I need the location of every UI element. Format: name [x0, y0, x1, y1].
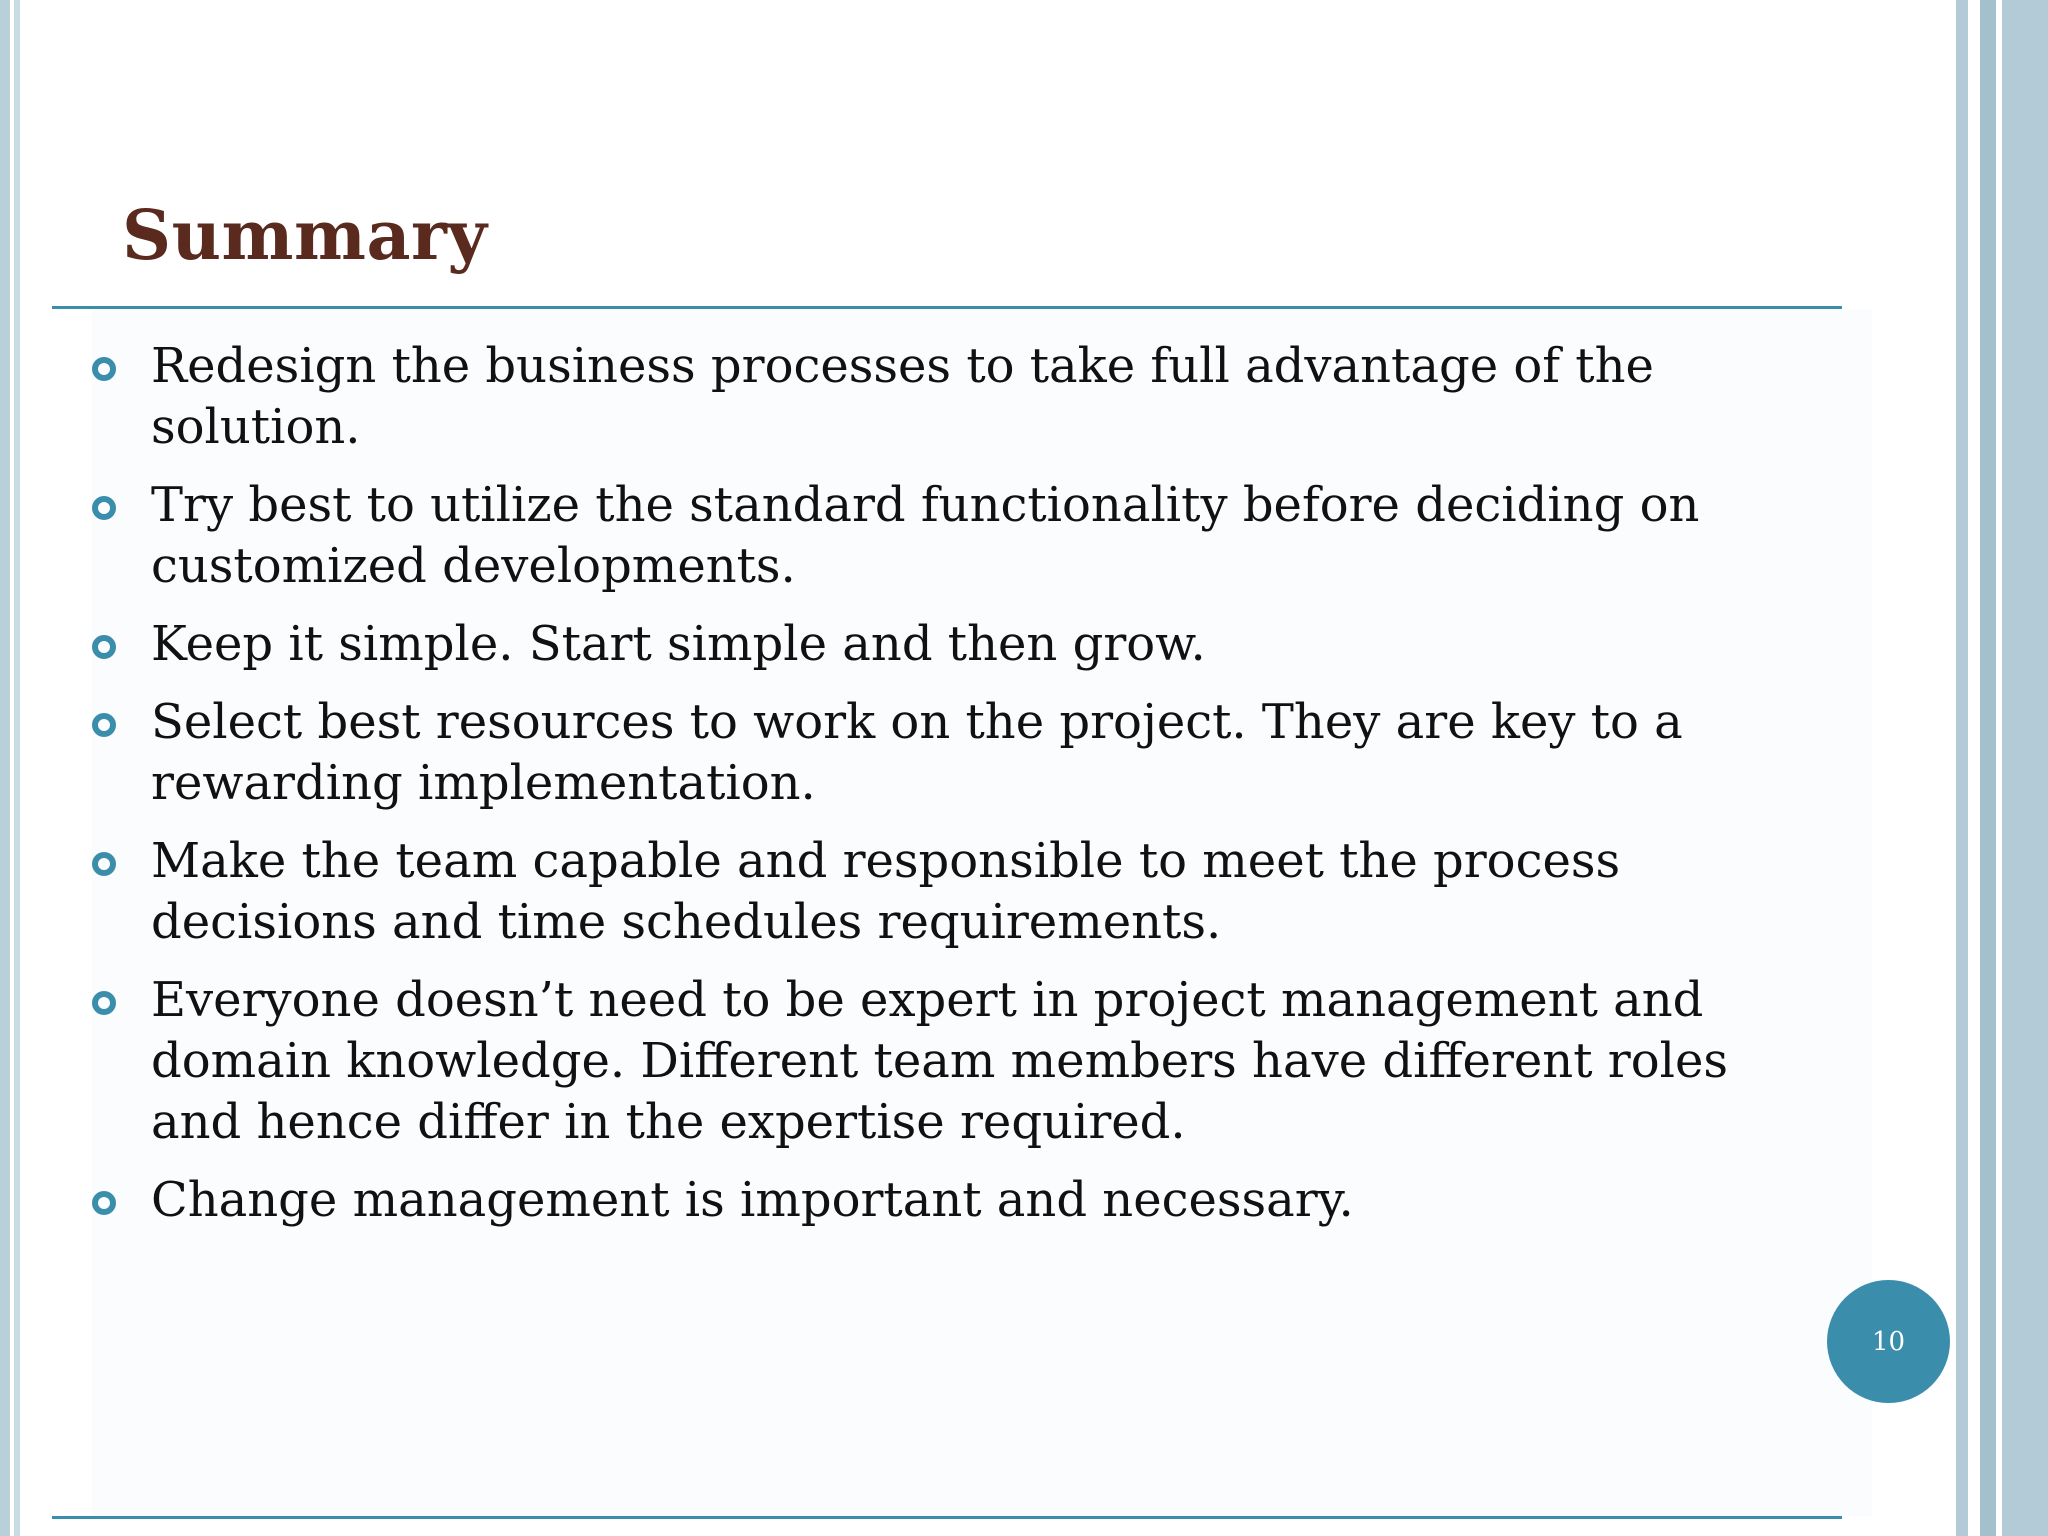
bullet-item	[0, 614, 1796, 675]
right-frame-gap	[1968, 0, 1980, 1536]
ring-bullet-icon	[92, 1191, 116, 1215]
bullet-text: Redesign the business processes to take full advantage of the solution.	[151, 338, 1654, 455]
bullet-list	[0, 336, 1850, 1248]
page-number-badge	[1827, 1280, 1950, 1403]
right-frame-stripe	[2002, 0, 2048, 1536]
bullet-text: Try best to utilize the standard functionality before deciding on customized developments.	[151, 477, 1700, 594]
ring-bullet-icon	[92, 991, 116, 1015]
ring-bullet-icon	[92, 852, 116, 876]
bullet-item	[0, 475, 1796, 597]
bullet-item	[0, 692, 1796, 814]
ring-bullet-icon	[92, 713, 116, 737]
right-frame-stripe	[1980, 0, 1996, 1536]
footer-divider	[52, 1516, 1842, 1519]
page-number: 10	[1871, 1326, 1906, 1357]
bullet-text: Keep it simple. Start simple and then grow.	[151, 616, 1206, 672]
bullet-text: Change management is important and necessary.	[151, 1172, 1354, 1228]
bullet-item	[0, 1170, 1796, 1231]
bullet-item	[0, 336, 1796, 458]
right-frame-stripe	[1956, 0, 1968, 1536]
ring-bullet-icon	[92, 635, 116, 659]
bullet-text: Select best resources to work on the project. They are key to a rewarding implementation.	[151, 694, 1683, 811]
bullet-item	[0, 970, 1796, 1153]
title-divider	[52, 306, 1842, 309]
slide-title: Summary	[122, 196, 488, 276]
bullet-text: Make the team capable and responsible to meet the process decisions and time schedules requirements.	[151, 833, 1621, 950]
bullet-text: Everyone doesn’t need to be expert in project management and domain knowledge. Different team members have different roles and hence differ in the expertise required.	[151, 972, 1728, 1150]
ring-bullet-icon	[92, 357, 116, 381]
ring-bullet-icon	[92, 496, 116, 520]
bullet-item	[0, 831, 1796, 953]
